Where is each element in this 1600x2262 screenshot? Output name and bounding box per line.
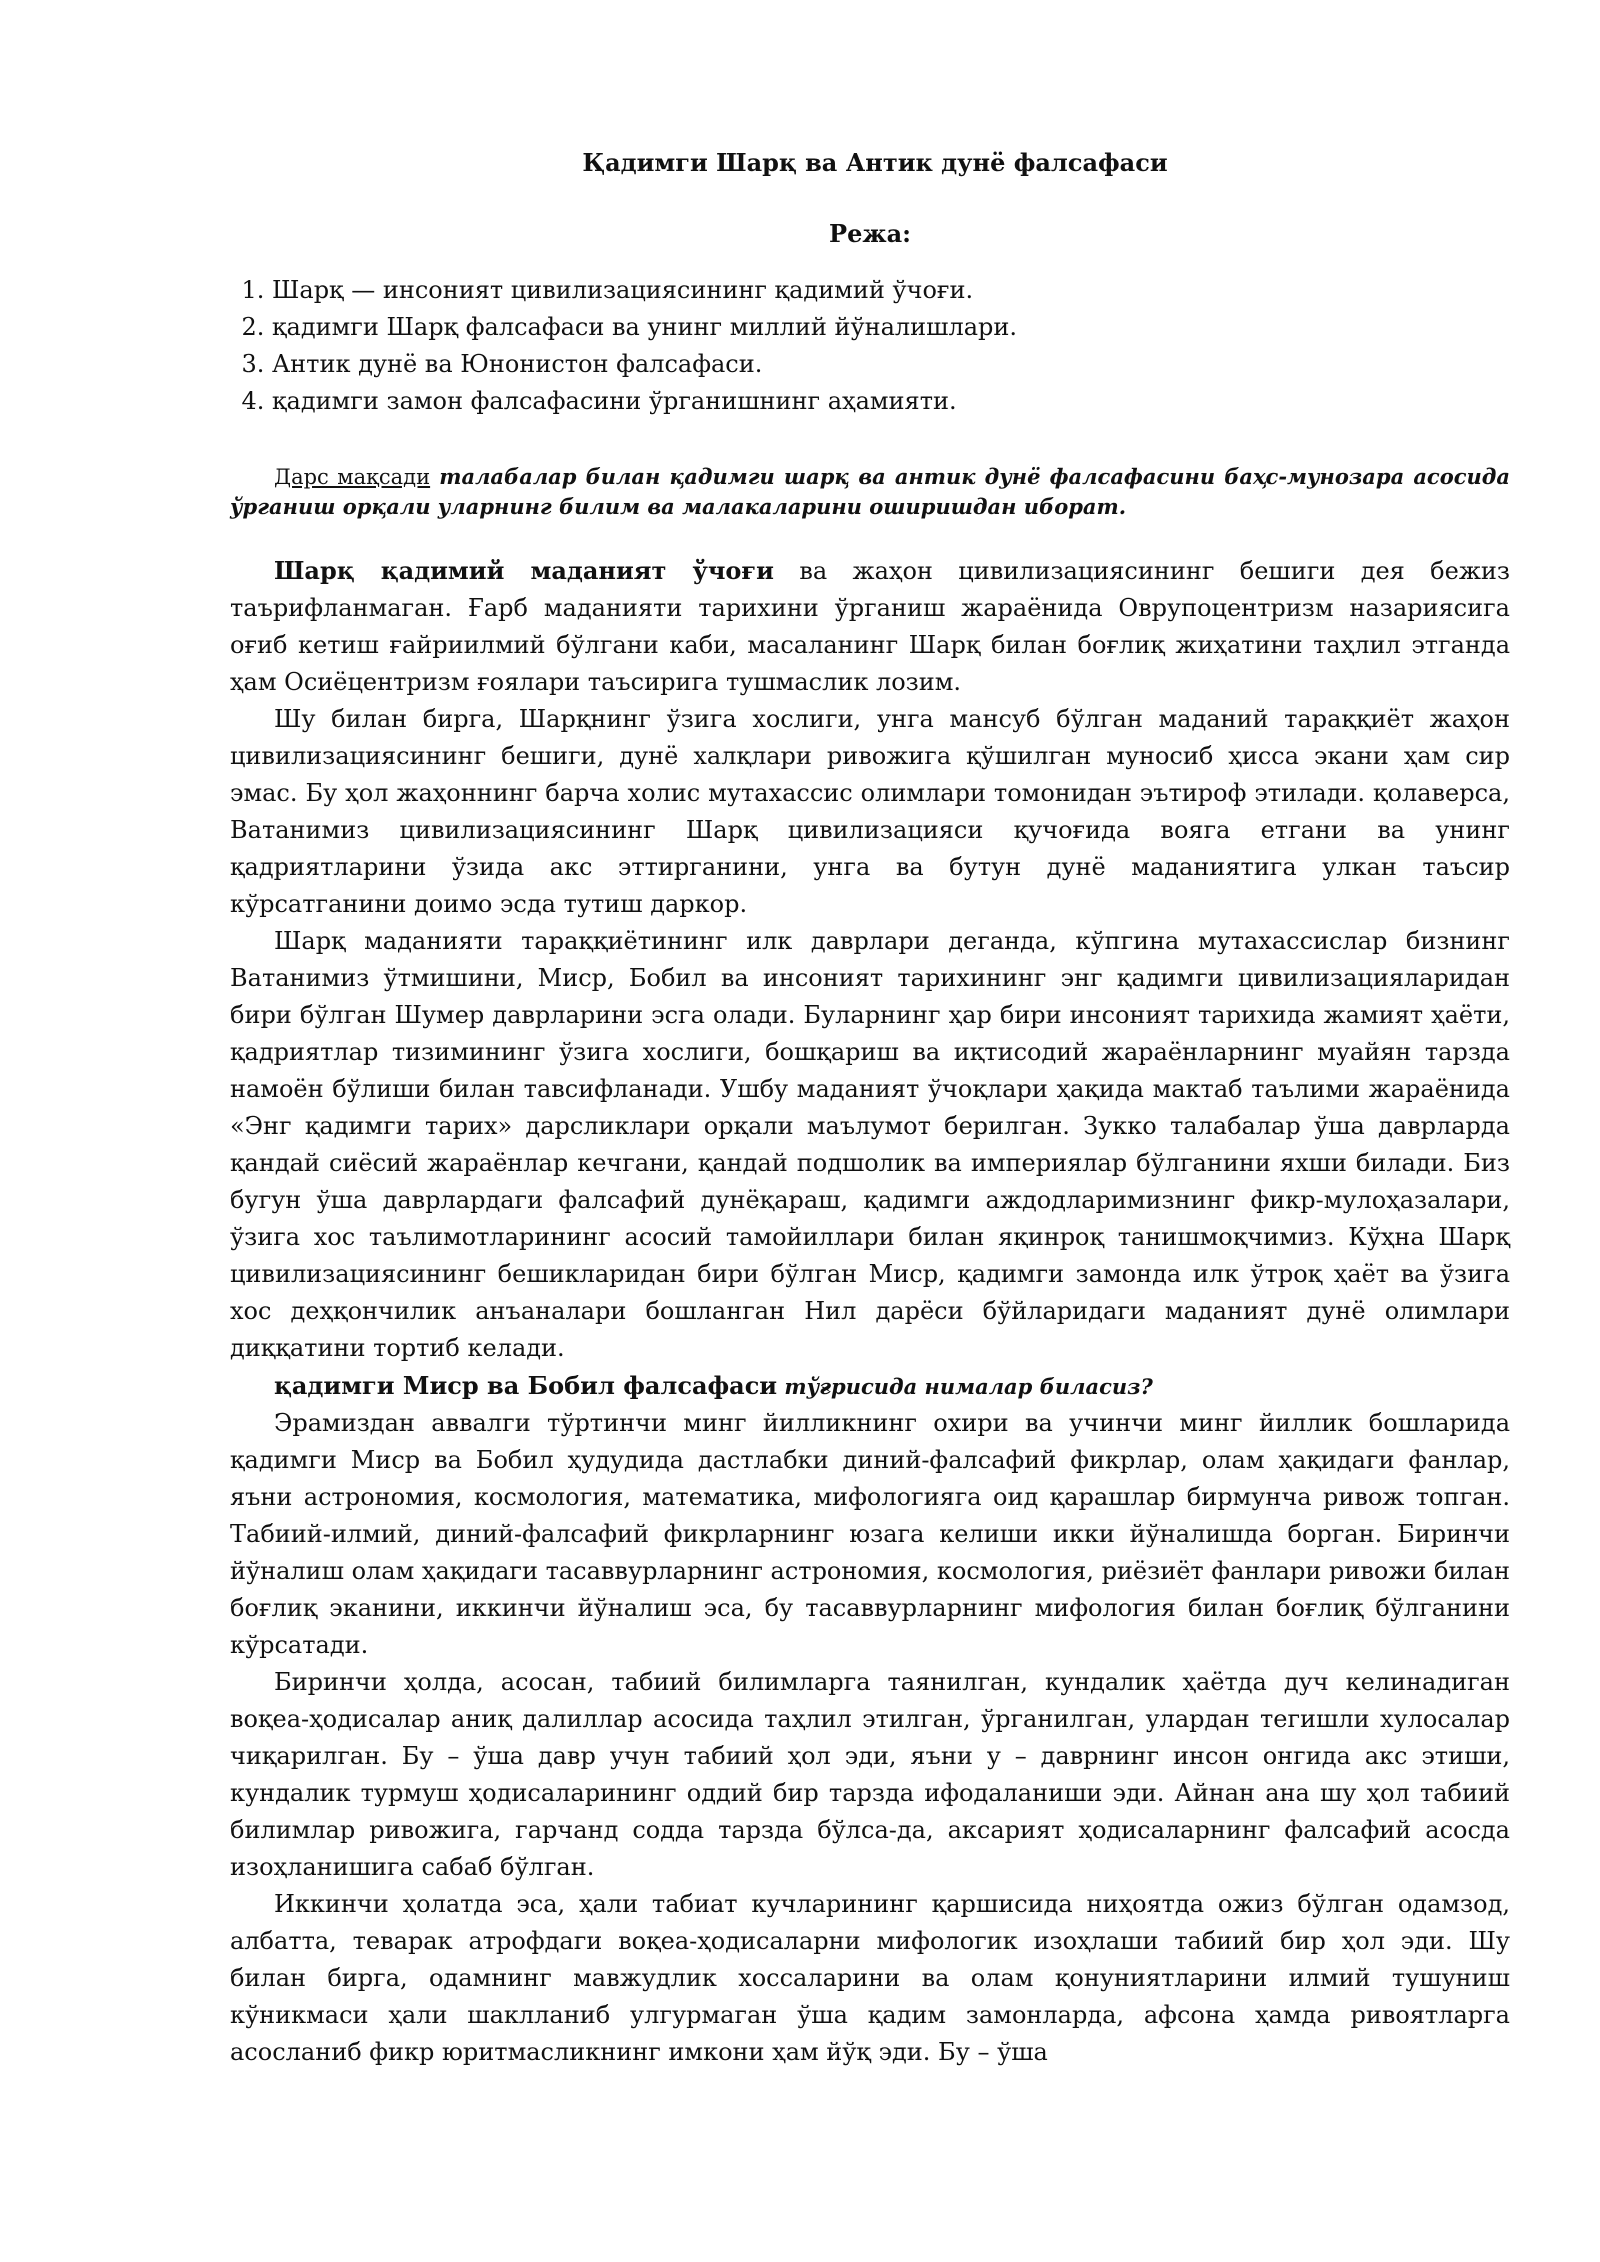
plan-item: 2. қадимги Шарқ фалсафаси ва унинг миллий йўналишлари.	[272, 309, 1510, 346]
plan-heading: Режа:	[829, 219, 911, 248]
lesson-goal	[230, 462, 1510, 522]
section-question-bold: қадимги Миср ва Бобил фалсафаси	[274, 1371, 778, 1400]
paragraph-1-lead: Шарқ қадимий маданият ўчоғи	[274, 556, 774, 585]
lesson-goal-label: Дарс мақсади	[274, 465, 431, 489]
plan-item: 1. Шарқ — инсоният цивилизациясининг қадимий ўчоғи.	[272, 272, 1510, 309]
plan-item: 4. қадимги замон фалсафасини ўрганишнинг аҳамияти.	[272, 383, 1510, 420]
plan-list	[230, 272, 1510, 420]
paragraph-1	[230, 552, 1510, 701]
document-title: Қадимги Шарқ ва Антик дунё фалсафаси	[582, 148, 1168, 177]
paragraph-2: Шу билан бирга, Шарқнинг ўзига хослиги, унга мансуб бўлган маданий тараққиёт жаҳон цивилизациясининг бешиги, дунё халқлари ривожига қўшилган муносиб ҳисса экани ҳам сир эмас. Бу ҳол жаҳоннинг барча холис мутахассис олимлари томонидан эътироф этилади. қолаверса, Ватанимиз цивилизациясининг Шарқ цивилизацияси қучоғида вояга етгани ва унинг қадриятларини ўзида акс эттирганини, унга ва бутун дунё маданиятига улкан таъсир кўрсатганини доимо эсда тутиш даркор.	[230, 705, 1510, 918]
section-question	[230, 1367, 1510, 1405]
paragraph-3: Шарқ маданияти тараққиётининг илк даврлари деганда, кўпгина мутахассислар бизнинг Ватанимиз ўтмишини, Миср, Бобил ва инсоният тарихининг энг қадимги цивилизацияларидан бири бўлган Шумер даврларини эсга олади. Буларнинг ҳар бири инсоният тарихида жамият ҳаёти, қадриятлар тизимининг ўзига хослиги, бошқариш ва иқтисодий жараёнларнинг муайян тарзда намоён бўлиши билан тавсифланади. Ушбу маданият ўчоқлари ҳақида мактаб таълими жараёнида «Энг қадимги тарих» дарсликлари орқали маълумот берилган. Зукко талабалар ўша даврларда қандай сиёсий жараёнлар кечгани, қандай подшолик ва империялар бўлганини яхши билади. Биз бугун ўша даврлардаги фалсафий дунёқараш, қадимги аждодларимизнинг фикр-мулоҳазалари, ўзига хос таълимотларининг асосий тамойиллари билан яқинроқ танишмоқчимиз. Кўҳна Шарқ цивилизациясининг бешикларидан бири бўлган Миср, қадимги замонда илк ўтроқ ҳаёт ва ўзига хос деҳқончилик анъаналари бошланган Нил дарёси бўйларидаги маданият дунё олимлари диққатини тортиб келади.	[230, 927, 1510, 1362]
paragraph-6: Иккинчи ҳолатда эса, ҳали табиат кучларининг қаршисида ниҳоятда ожиз бўлган одамзод, албатта, теварак атрофдаги воқеа-ҳодисаларни мифологик изоҳлаши табиий бир ҳол эди. Шу билан бирга, одамнинг мавжудлик хоссаларини ва олам қонуниятларини илмий тушуниш кўникмаси ҳали шаклланиб улгурмаган ўша қадим замонларда, афсона ҳамда ривоятларга асосланиб фикр юритмасликнинг имкони ҳам йўқ эди. Бу – ўша	[230, 1890, 1510, 2066]
plan-item: 3. Антик дунё ва Юнонистон фалсафаси.	[272, 346, 1510, 383]
section-question-italic: тўғрисида нималар биласиз?	[777, 1374, 1153, 1399]
lesson-goal-text: талабалар билан қадимги шарқ ва антик дунё фалсафасини баҳс-мунозара асосида ўрганиш орқали уларнинг билим ва малакаларини оширишдан иборат.	[230, 464, 1510, 519]
paragraph-4: Эрамиздан аввалги тўртинчи минг йилликнинг охири ва учинчи минг йиллик бошларида қадимги Миср ва Бобил ҳудудида дастлабки диний-фалсафий фикрлар, олам ҳақидаги фанлар, яъни астрономия, космология, математика, мифологияга оид қарашлар бирмунча ривож топган. Табиий-илмий, диний-фалсафий фикрларнинг юзага келиши икки йўналишда борган. Биринчи йўналиш олам ҳақидаги тасаввурларнинг астрономия, космология, риёзиёт фанлари ривожи билан боғлиқ эканини, иккинчи йўналиш эса, бу тасаввурларнинг мифология билан боғлиқ бўлганини кўрсатади.	[230, 1409, 1510, 1659]
paragraph-5: Биринчи ҳолда, асосан, табиий билимларга таянилган, кундалик ҳаётда дуч келинадиган воқеа-ҳодисалар аниқ далиллар асосида таҳлил этилган, ўрганилган, улардан тегишли хулосалар чиқарилган. Бу – ўша давр учун табиий ҳол эди, яъни у – даврнинг инсон онгида акс этиши, кундалик турмуш ҳодисаларининг оддий бир тарзда ифодаланиши эди. Айнан ана шу ҳол табиий билимлар ривожига, гарчанд содда тарзда бўлса-да, аксарият ҳодисаларнинг фалсафий асосда изоҳланишига сабаб бўлган.	[230, 1668, 1510, 1881]
paragraph-1-text: ва жаҳон цивилизациясининг бешиги дея бежиз таърифланмаган. Ғарб маданияти тарихини ўрганиш жараёнида Оврупоцентризм назариясига оғиб кетиш ғайриилмий бўлгани каби, масаланинг Шарқ билан боғлиқ жиҳатини таҳлил этганда ҳам Осиёцентризм ғоялари таъсирига тушмаслик лозим.	[230, 557, 1510, 696]
